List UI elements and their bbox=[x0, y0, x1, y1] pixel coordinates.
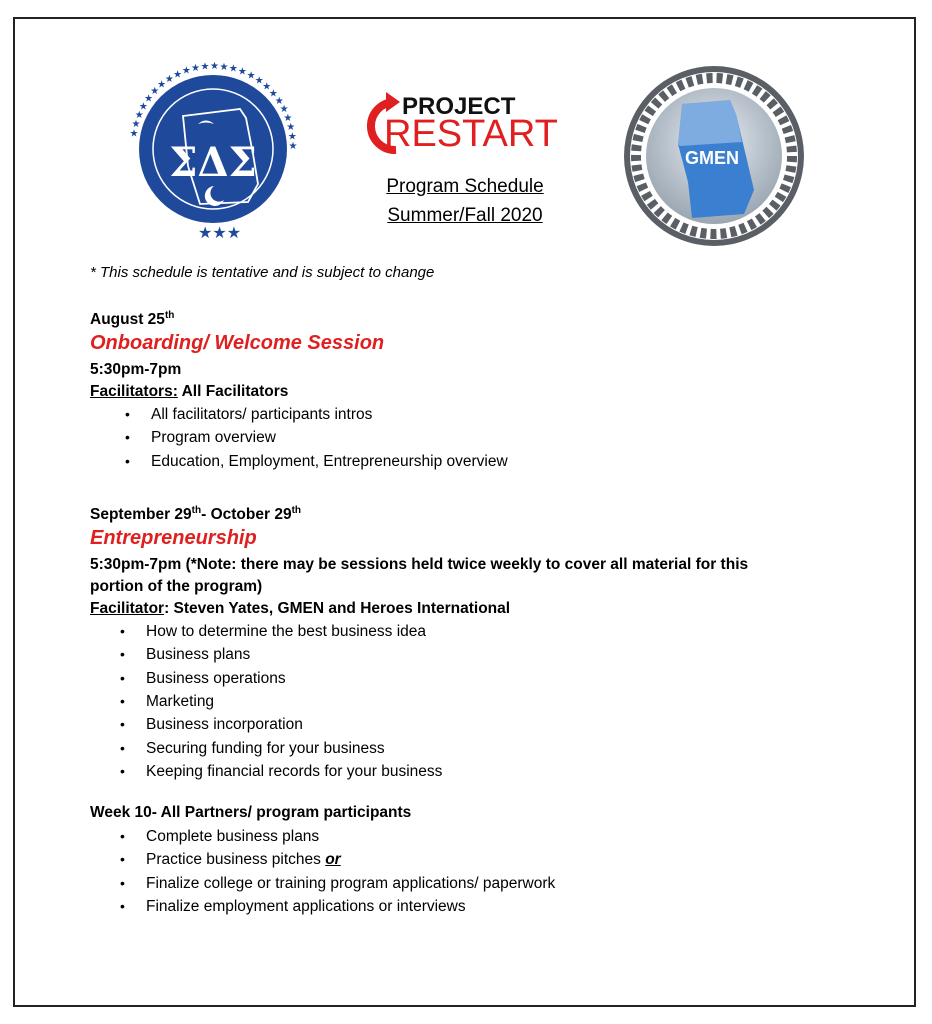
onboarding-list bbox=[125, 403, 508, 473]
list-item: • Securing funding for your business bbox=[120, 739, 385, 757]
section-onboarding bbox=[90, 310, 508, 473]
star-icon: ★ bbox=[129, 128, 139, 140]
section-date: September 29th- October 29th bbox=[90, 505, 302, 524]
logo-restart-text: RESTART bbox=[384, 113, 558, 155]
star-icon: ★ bbox=[279, 104, 289, 116]
star-icon: ★ bbox=[219, 61, 229, 73]
list-item: • Keeping financial records for your business bbox=[120, 762, 443, 780]
star-icon: ★ bbox=[150, 86, 160, 98]
star-icon: ★ bbox=[237, 66, 247, 78]
star-icon: ★ bbox=[210, 61, 219, 72]
tentative-note: * This schedule is tentative and is subject to change bbox=[90, 264, 435, 281]
list-item: • Business plans bbox=[120, 646, 251, 664]
star-icon: ★ bbox=[254, 75, 264, 87]
star-icon: ★ bbox=[268, 88, 278, 100]
list-item: • Marketing bbox=[120, 693, 215, 711]
title-line-2: Summer/Fall 2020 bbox=[387, 205, 543, 226]
list-item: • Practice business pitches or bbox=[120, 851, 341, 869]
star-icon: ★ bbox=[246, 70, 256, 82]
section-entrepreneurship bbox=[90, 505, 748, 783]
section-week-10 bbox=[90, 804, 555, 918]
star-icon: ★ bbox=[274, 96, 284, 107]
star-icon: ★ bbox=[287, 131, 297, 143]
section-heading: Onboarding/ Welcome Session bbox=[90, 332, 385, 355]
list-item: • How to determine the best business idea bbox=[120, 623, 427, 641]
gmen-logo bbox=[622, 64, 806, 248]
list-item: • Finalize employment applications or interviews bbox=[120, 897, 466, 915]
list-item: • Finalize college or training program applications/ paperwork bbox=[120, 874, 556, 892]
star-icon: ★ bbox=[262, 81, 272, 93]
star-icon: ★ bbox=[131, 119, 141, 131]
star-icon: ★ bbox=[144, 93, 154, 105]
gmen-label: GMEN bbox=[685, 148, 739, 168]
project-restart-logo bbox=[364, 90, 568, 156]
list-item: • Program overview bbox=[125, 429, 276, 447]
list-item: • Business operations bbox=[120, 669, 286, 687]
title-line-1: Program Schedule bbox=[386, 176, 544, 197]
star-icon: ★ bbox=[173, 69, 183, 81]
facilitators-line: Facilitators: All Facilitators bbox=[90, 383, 289, 401]
section-heading: Entrepreneurship bbox=[90, 527, 257, 550]
star-icon: ★ bbox=[134, 110, 144, 122]
section-date: August 25th bbox=[90, 310, 175, 329]
sigma-delta-sigma-logo bbox=[128, 54, 298, 244]
section-time: 5:30pm-7pm (*Note: there may be sessions held twice weekly to cover all material for this portion of the program) bbox=[90, 556, 749, 596]
week-10-list bbox=[120, 825, 556, 918]
logo-project-text: PROJECT bbox=[402, 93, 516, 120]
star-icon: ★ bbox=[157, 79, 167, 91]
list-item: • Education, Employment, Entrepreneurship overview bbox=[125, 452, 508, 470]
entrepreneurship-list bbox=[120, 620, 748, 783]
list-item: • Business incorporation bbox=[120, 716, 303, 734]
star-icon: ★ bbox=[191, 62, 200, 74]
star-icon: ★ bbox=[228, 63, 238, 75]
section-heading: Week 10- All Partners/ program participants bbox=[90, 804, 412, 821]
star-icon: ★ bbox=[164, 74, 174, 85]
star-icon: ★ bbox=[181, 65, 191, 77]
greek-letters: ΣΔΣ bbox=[169, 139, 257, 186]
star-icon: ★ bbox=[286, 122, 296, 134]
star-icon: ★ bbox=[283, 113, 293, 124]
list-item: • All facilitators/ participants intros bbox=[125, 406, 373, 424]
star-icon: ★ bbox=[200, 61, 210, 73]
star-icon: ★ bbox=[288, 141, 298, 152]
facilitator-line: Facilitator: Steven Yates, GMEN and Heroes International bbox=[90, 600, 511, 618]
star-icon: ★ bbox=[138, 101, 148, 113]
list-item: • Complete business plans bbox=[120, 828, 320, 845]
svg-text:★★★: ★★★ bbox=[198, 223, 242, 242]
program-schedule-title bbox=[355, 172, 575, 230]
section-time: 5:30pm-7pm bbox=[90, 361, 182, 379]
